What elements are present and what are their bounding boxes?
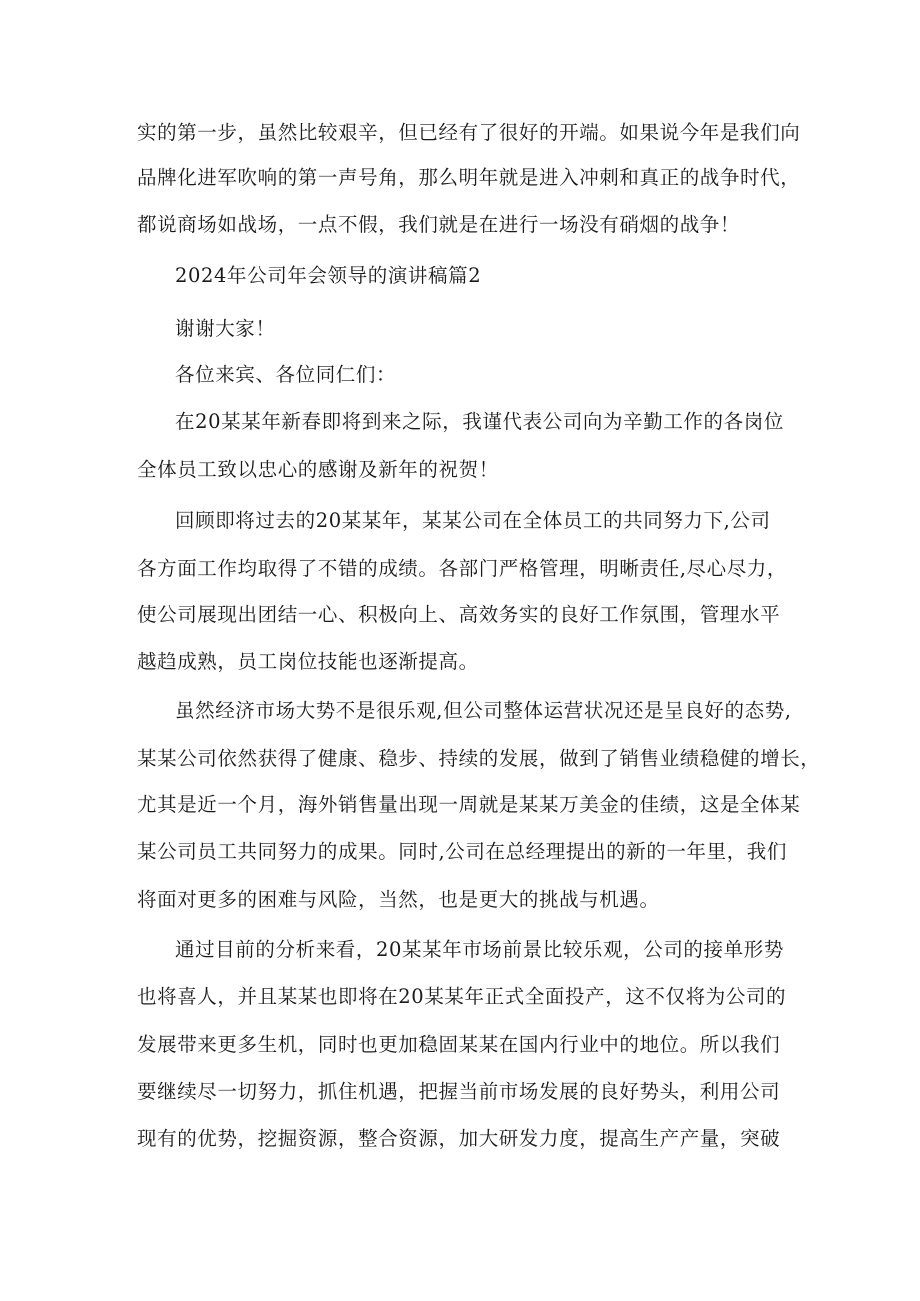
salutation: 各位来宾、各位同仁们： — [175, 363, 397, 386]
text-line: 实的第一步，虽然比较艰辛，但已经有了很好的开端。如果说今年是我们向 — [137, 121, 801, 144]
text-line: 各方面工作均取得了不错的成绩。各部门严格管理，明晰责任,尽心尽力， — [137, 557, 787, 580]
text-line: 某公司员工共同努力的成果。同时,公司在总经理提出的新的一年里，我们 — [137, 840, 787, 863]
text-line: 某某公司依然获得了健康、稳步、持续的发展，做到了销售业绩稳健的增长， — [137, 747, 821, 770]
text-line: 将面对更多的困难与风险，当然，也是更大的挑战与机遇。 — [137, 888, 660, 911]
text-line: 发展带来更多生机，同时也更加稳固某某在国内行业中的地位。所以我们 — [137, 1033, 781, 1056]
text-line: 通过目前的分析来看，20某某年市场前景比较乐观，公司的接单形势 — [175, 938, 784, 961]
text-line: 全体员工致以忠心的感谢及新年的祝贺！ — [137, 458, 499, 481]
section-heading: 2024年公司年会领导的演讲稿篇2 — [175, 264, 482, 287]
text-line: 要继续尽一切努力，抓住机遇，把握当前市场发展的良好势头，利用公司 — [137, 1080, 781, 1103]
text-line: 回顾即将过去的20某某年，某某公司在全体员工的共同努力下,公司 — [175, 509, 771, 532]
text-line: 虽然经济市场大势不是很乐观,但公司整体运营状况还是呈良好的态势, — [175, 699, 792, 722]
text-line: 都说商场如战场，一点不假，我们就是在进行一场没有硝烟的战争！ — [137, 213, 741, 236]
text-line: 现有的优势，挖掘资源，整合资源，加大研发力度，提高生产产量，突破 — [137, 1127, 781, 1150]
text-line: 也将喜人，并且某某也即将在20某某年正式全面投产，这不仅将为公司的 — [137, 985, 787, 1008]
text-line: 品牌化进军吹响的第一声号角，那么明年就是进入冲刺和真正的战争时代， — [137, 166, 801, 189]
text-line: 越趋成熟，员工岗位技能也逐渐提高。 — [137, 650, 479, 673]
text-line: 谢谢大家！ — [175, 317, 276, 340]
text-line: 使公司展现出团结一心、积极向上、高效务实的良好工作氛围，管理水平 — [137, 603, 781, 626]
text-line: 在20某某年新春即将到来之际，我谨代表公司向为辛勤工作的各岗位 — [175, 410, 784, 433]
text-line: 尤其是近一个月，海外销售量出现一周就是某某万美金的佳绩，这是全体某 — [137, 793, 801, 816]
